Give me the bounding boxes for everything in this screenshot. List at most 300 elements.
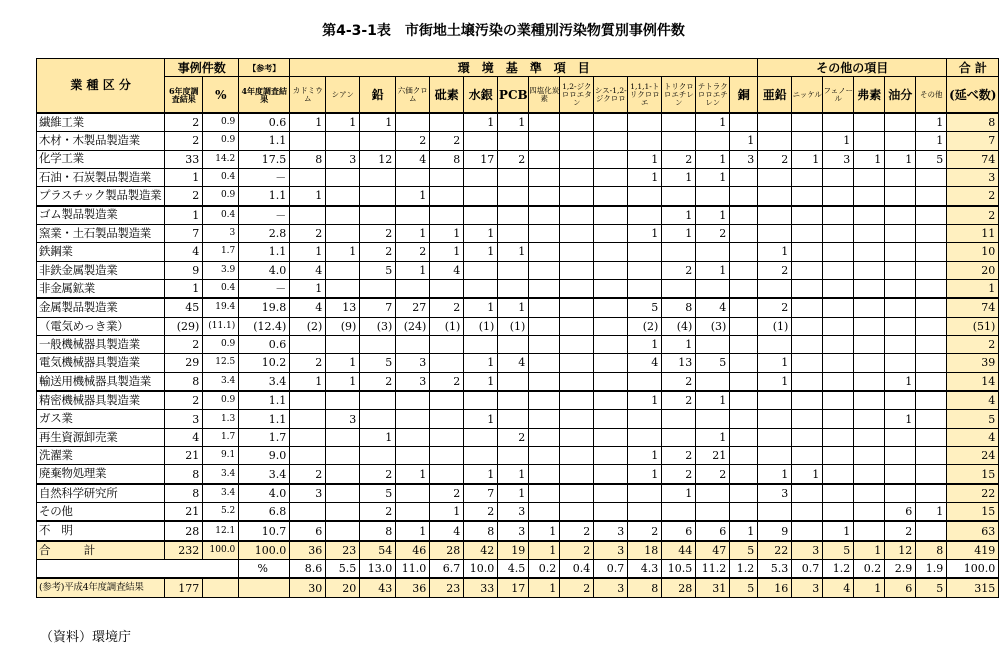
row-value <box>594 168 628 186</box>
ref-value: 6 <box>885 578 916 597</box>
row-value <box>360 168 396 186</box>
row-value <box>290 503 326 522</box>
row-total: 20 <box>947 261 999 279</box>
row-value <box>594 298 628 317</box>
ref-value: 4 <box>823 578 854 597</box>
table-row <box>37 224 999 242</box>
row-total: 8 <box>947 113 999 132</box>
row-value <box>792 354 823 372</box>
row-value <box>758 279 792 298</box>
row-pct: 0.9 <box>203 113 239 132</box>
row-value: 3 <box>758 484 792 503</box>
row-value: 3 <box>326 150 360 168</box>
header-env-col: 六価クロム <box>396 77 430 113</box>
row-value <box>758 187 792 206</box>
row-value <box>430 410 464 428</box>
row-value <box>628 206 662 225</box>
row-pct: 0.9 <box>203 132 239 150</box>
row-value <box>854 317 885 335</box>
row-label: 石油・石炭製品製造業 <box>37 168 165 186</box>
row-value <box>396 335 430 353</box>
row-total: 10 <box>947 243 999 261</box>
row-cases: 21 <box>165 503 203 522</box>
row-value <box>498 372 529 391</box>
row-value <box>758 335 792 353</box>
row-ref: － <box>239 206 290 225</box>
row-value <box>758 503 792 522</box>
row-value <box>290 168 326 186</box>
row-ref: － <box>239 168 290 186</box>
row-ref: 1.1 <box>239 391 290 410</box>
row-cases: 8 <box>165 465 203 484</box>
row-value: 9 <box>758 521 792 540</box>
row-ref: (12.4) <box>239 317 290 335</box>
row-total: 2 <box>947 206 999 225</box>
row-value <box>758 391 792 410</box>
row-value: 2 <box>464 503 498 522</box>
row-value <box>730 465 758 484</box>
row-value <box>885 298 916 317</box>
row-value <box>792 391 823 410</box>
row-value <box>326 187 360 206</box>
ref-value: 17 <box>498 578 529 597</box>
row-value <box>885 428 916 446</box>
row-total: 63 <box>947 521 999 540</box>
row-value <box>326 391 360 410</box>
row-pct: 3.9 <box>203 261 239 279</box>
row-value: 5 <box>916 150 947 168</box>
row-value <box>696 503 730 522</box>
table-row <box>37 503 999 522</box>
row-pct: 3.4 <box>203 484 239 503</box>
row-value <box>529 206 560 225</box>
row-value: 17 <box>464 150 498 168</box>
row-ref: 1.7 <box>239 428 290 446</box>
header-other-col: ニッケル <box>792 77 823 113</box>
row-value <box>628 243 662 261</box>
row-value: 1 <box>696 113 730 132</box>
table-row <box>37 298 999 317</box>
row-value <box>290 206 326 225</box>
row-value <box>854 503 885 522</box>
row-value <box>916 447 947 465</box>
row-value <box>696 484 730 503</box>
table-row <box>37 428 999 446</box>
row-value <box>823 428 854 446</box>
row-value: 2 <box>885 521 916 540</box>
row-label: その他 <box>37 503 165 522</box>
row-label: 不 明 <box>37 521 165 540</box>
row-value: 1 <box>628 465 662 484</box>
row-value <box>885 132 916 150</box>
row-value <box>885 391 916 410</box>
row-value: (2) <box>290 317 326 335</box>
total-ref: 100.0 <box>239 541 290 560</box>
row-value <box>885 113 916 132</box>
table-row <box>37 354 999 372</box>
row-ref: 6.8 <box>239 503 290 522</box>
ref-value: 1 <box>854 578 885 597</box>
row-value: (2) <box>628 317 662 335</box>
table-row <box>37 521 999 540</box>
row-value: 2 <box>498 428 529 446</box>
row-value: 2 <box>430 132 464 150</box>
row-value: 1 <box>758 465 792 484</box>
row-value <box>396 391 430 410</box>
row-value: 8 <box>662 298 696 317</box>
row-value <box>730 279 758 298</box>
row-label: 電気機械器具製造業 <box>37 354 165 372</box>
row-value: (4) <box>662 317 696 335</box>
header-pct: % <box>203 77 239 113</box>
row-pct: 12.1 <box>203 521 239 540</box>
row-value <box>326 503 360 522</box>
row-total: 24 <box>947 447 999 465</box>
row-value <box>758 206 792 225</box>
row-value: 12 <box>360 150 396 168</box>
row-value <box>326 447 360 465</box>
header-env-col: カドミウム <box>290 77 326 113</box>
row-value <box>792 447 823 465</box>
row-cases: 8 <box>165 372 203 391</box>
row-cases: 28 <box>165 521 203 540</box>
row-value <box>594 187 628 206</box>
row-value <box>594 317 628 335</box>
row-value: 2 <box>360 465 396 484</box>
total-cases: 232 <box>165 541 203 560</box>
total-value: 3 <box>792 541 823 560</box>
row-value <box>396 503 430 522</box>
row-value <box>854 132 885 150</box>
row-value <box>396 484 430 503</box>
row-pct: 5.2 <box>203 503 239 522</box>
row-value <box>916 521 947 540</box>
row-value <box>885 187 916 206</box>
row-value: 1 <box>290 113 326 132</box>
row-value <box>430 354 464 372</box>
row-pct: 12.5 <box>203 354 239 372</box>
row-ref: 17.5 <box>239 150 290 168</box>
row-value: 1 <box>628 391 662 410</box>
row-value <box>854 465 885 484</box>
header-env-col: 1,1,1-トリクロロエ <box>628 77 662 113</box>
row-value <box>854 484 885 503</box>
row-ref: － <box>239 279 290 298</box>
pct-value: 0.2 <box>854 560 885 579</box>
row-value: 1 <box>662 224 696 242</box>
header-cases-sub: 6年度調査結果 <box>165 77 203 113</box>
total-value: 28 <box>430 541 464 560</box>
row-value <box>594 465 628 484</box>
row-value <box>730 391 758 410</box>
row-value <box>916 279 947 298</box>
row-value <box>560 206 594 225</box>
row-value: 2 <box>696 224 730 242</box>
row-value <box>396 206 430 225</box>
row-value: 2 <box>696 465 730 484</box>
row-value: 1 <box>396 521 430 540</box>
row-value <box>560 317 594 335</box>
row-ref: 10.7 <box>239 521 290 540</box>
row-value <box>823 317 854 335</box>
header-env-col: 砒素 <box>430 77 464 113</box>
row-total: 11 <box>947 224 999 242</box>
table-row <box>37 465 999 484</box>
row-value <box>854 279 885 298</box>
row-value <box>360 335 396 353</box>
row-value <box>529 391 560 410</box>
row-value: 21 <box>696 447 730 465</box>
header-other-group: その他の項目 <box>758 59 947 77</box>
row-value: 1 <box>885 410 916 428</box>
row-total: 15 <box>947 503 999 522</box>
header-env-col: 1,2-ジクロロエタン <box>560 77 594 113</box>
row-value <box>696 132 730 150</box>
row-value: 3 <box>290 484 326 503</box>
row-value <box>326 521 360 540</box>
row-cases: 9 <box>165 261 203 279</box>
row-ref: 2.8 <box>239 224 290 242</box>
row-value <box>529 465 560 484</box>
row-value: 7 <box>360 298 396 317</box>
row-value <box>464 132 498 150</box>
row-value <box>326 428 360 446</box>
row-ref: 1.1 <box>239 132 290 150</box>
row-pct: 1.7 <box>203 243 239 261</box>
ref-value: 1 <box>529 578 560 597</box>
table-row <box>37 372 999 391</box>
row-value <box>430 465 464 484</box>
row-cases: 4 <box>165 243 203 261</box>
table-row <box>37 335 999 353</box>
total-value: 47 <box>696 541 730 560</box>
row-value <box>290 428 326 446</box>
row-value <box>594 206 628 225</box>
row-value: 4 <box>290 298 326 317</box>
row-value: 2 <box>560 521 594 540</box>
row-value <box>560 168 594 186</box>
row-value <box>498 168 529 186</box>
header-other-col: その他 <box>916 77 947 113</box>
total-value: 12 <box>885 541 916 560</box>
row-value: 1 <box>464 298 498 317</box>
row-value <box>326 335 360 353</box>
pct-value: 1.2 <box>730 560 758 579</box>
row-value <box>792 335 823 353</box>
total-value: 46 <box>396 541 430 560</box>
row-value <box>854 372 885 391</box>
row-value: 1 <box>326 113 360 132</box>
row-value <box>885 243 916 261</box>
row-pct: 19.4 <box>203 298 239 317</box>
row-value: 1 <box>628 447 662 465</box>
row-pct: 0.4 <box>203 168 239 186</box>
pct-value: 10.0 <box>464 560 498 579</box>
row-value: 1 <box>916 503 947 522</box>
row-value: 8 <box>464 521 498 540</box>
row-value <box>628 132 662 150</box>
row-value <box>396 410 430 428</box>
row-value <box>529 298 560 317</box>
row-value <box>662 410 696 428</box>
row-value <box>430 279 464 298</box>
row-value: 1 <box>529 521 560 540</box>
ref-value: 31 <box>696 578 730 597</box>
total-value: 54 <box>360 541 396 560</box>
total-value: 5 <box>823 541 854 560</box>
row-value: 4 <box>696 298 730 317</box>
row-value <box>662 187 696 206</box>
header-ref-sub: 4年度調査結果 <box>239 77 290 113</box>
row-value <box>594 261 628 279</box>
row-pct: 14.2 <box>203 150 239 168</box>
row-value: 1 <box>854 150 885 168</box>
row-value <box>885 354 916 372</box>
row-value <box>290 447 326 465</box>
row-value <box>464 261 498 279</box>
row-label: 木材・木製品製造業 <box>37 132 165 150</box>
row-value: 2 <box>360 243 396 261</box>
row-cases: 3 <box>165 410 203 428</box>
row-value <box>396 447 430 465</box>
row-value <box>360 410 396 428</box>
row-value: 4 <box>290 261 326 279</box>
row-value <box>792 132 823 150</box>
header-env-col: シアン <box>326 77 360 113</box>
ref-value: 3 <box>594 578 628 597</box>
row-label: 窯業・土石製品製造業 <box>37 224 165 242</box>
row-value <box>360 187 396 206</box>
row-value <box>730 335 758 353</box>
row-total: 4 <box>947 391 999 410</box>
row-value <box>916 206 947 225</box>
row-value <box>916 410 947 428</box>
row-value <box>730 428 758 446</box>
row-value <box>498 224 529 242</box>
row-value <box>823 372 854 391</box>
pct-total: 100.0 <box>947 560 999 579</box>
row-value <box>696 372 730 391</box>
row-value <box>529 150 560 168</box>
row-value <box>560 391 594 410</box>
row-cases: (29) <box>165 317 203 335</box>
row-value: 4 <box>628 354 662 372</box>
row-value <box>792 168 823 186</box>
row-value <box>560 113 594 132</box>
row-value <box>730 410 758 428</box>
row-value <box>758 132 792 150</box>
header-cases: 事例件数 <box>165 59 239 77</box>
row-value: 2 <box>290 224 326 242</box>
total-value: 22 <box>758 541 792 560</box>
row-value <box>758 113 792 132</box>
row-value <box>696 335 730 353</box>
row-value: 2 <box>662 150 696 168</box>
ref-label: (参考)平成4年度調査結果 <box>37 578 165 597</box>
row-cases: 21 <box>165 447 203 465</box>
pct-value: 4.5 <box>498 560 529 579</box>
row-label: プラスチック製品製造業 <box>37 187 165 206</box>
row-total: 3 <box>947 168 999 186</box>
pct-value: 0.7 <box>792 560 823 579</box>
total-value: 18 <box>628 541 662 560</box>
table-row <box>37 243 999 261</box>
row-value <box>758 168 792 186</box>
header-env-col: テトラクロロエチレン <box>696 77 730 113</box>
row-value: 1 <box>758 354 792 372</box>
total-value: 1 <box>529 541 560 560</box>
row-value <box>430 447 464 465</box>
row-value <box>396 168 430 186</box>
row-value <box>326 168 360 186</box>
row-value <box>360 132 396 150</box>
row-pct: 0.4 <box>203 206 239 225</box>
row-value: 1 <box>696 428 730 446</box>
row-value <box>628 372 662 391</box>
row-value <box>594 503 628 522</box>
row-value <box>529 372 560 391</box>
row-value: (1) <box>430 317 464 335</box>
row-value <box>916 391 947 410</box>
total-pct: 100.0 <box>203 541 239 560</box>
row-value: 4 <box>498 354 529 372</box>
row-value: 1 <box>360 428 396 446</box>
row-value <box>792 484 823 503</box>
row-value <box>854 187 885 206</box>
row-cases: 4 <box>165 428 203 446</box>
row-value: 6 <box>885 503 916 522</box>
row-value <box>560 279 594 298</box>
row-label: 鉄鋼業 <box>37 243 165 261</box>
pct-value: 1.2 <box>823 560 854 579</box>
row-value: 1 <box>464 410 498 428</box>
row-value <box>730 168 758 186</box>
row-value: 1 <box>464 113 498 132</box>
row-value <box>916 187 947 206</box>
table-row <box>37 187 999 206</box>
row-value <box>792 279 823 298</box>
row-value <box>823 168 854 186</box>
row-value <box>730 206 758 225</box>
total-value: 42 <box>464 541 498 560</box>
table-row <box>37 484 999 503</box>
row-label: ガス業 <box>37 410 165 428</box>
pct-value: 11.2 <box>696 560 730 579</box>
table-row <box>37 261 999 279</box>
row-value <box>560 261 594 279</box>
row-value <box>792 410 823 428</box>
row-value <box>326 261 360 279</box>
row-value: 1 <box>498 465 529 484</box>
row-value <box>885 261 916 279</box>
row-cases: 1 <box>165 279 203 298</box>
row-value <box>792 521 823 540</box>
row-value: 2 <box>360 372 396 391</box>
reference-row <box>37 578 999 597</box>
row-value <box>823 187 854 206</box>
row-value: 1 <box>464 224 498 242</box>
row-value <box>529 503 560 522</box>
pct-value: 0.7 <box>594 560 628 579</box>
row-value <box>560 372 594 391</box>
row-value <box>560 447 594 465</box>
row-pct: 0.9 <box>203 335 239 353</box>
row-value <box>529 261 560 279</box>
row-cases: 2 <box>165 187 203 206</box>
row-value: 1 <box>696 391 730 410</box>
row-value: 5 <box>360 484 396 503</box>
row-value: 1 <box>696 168 730 186</box>
